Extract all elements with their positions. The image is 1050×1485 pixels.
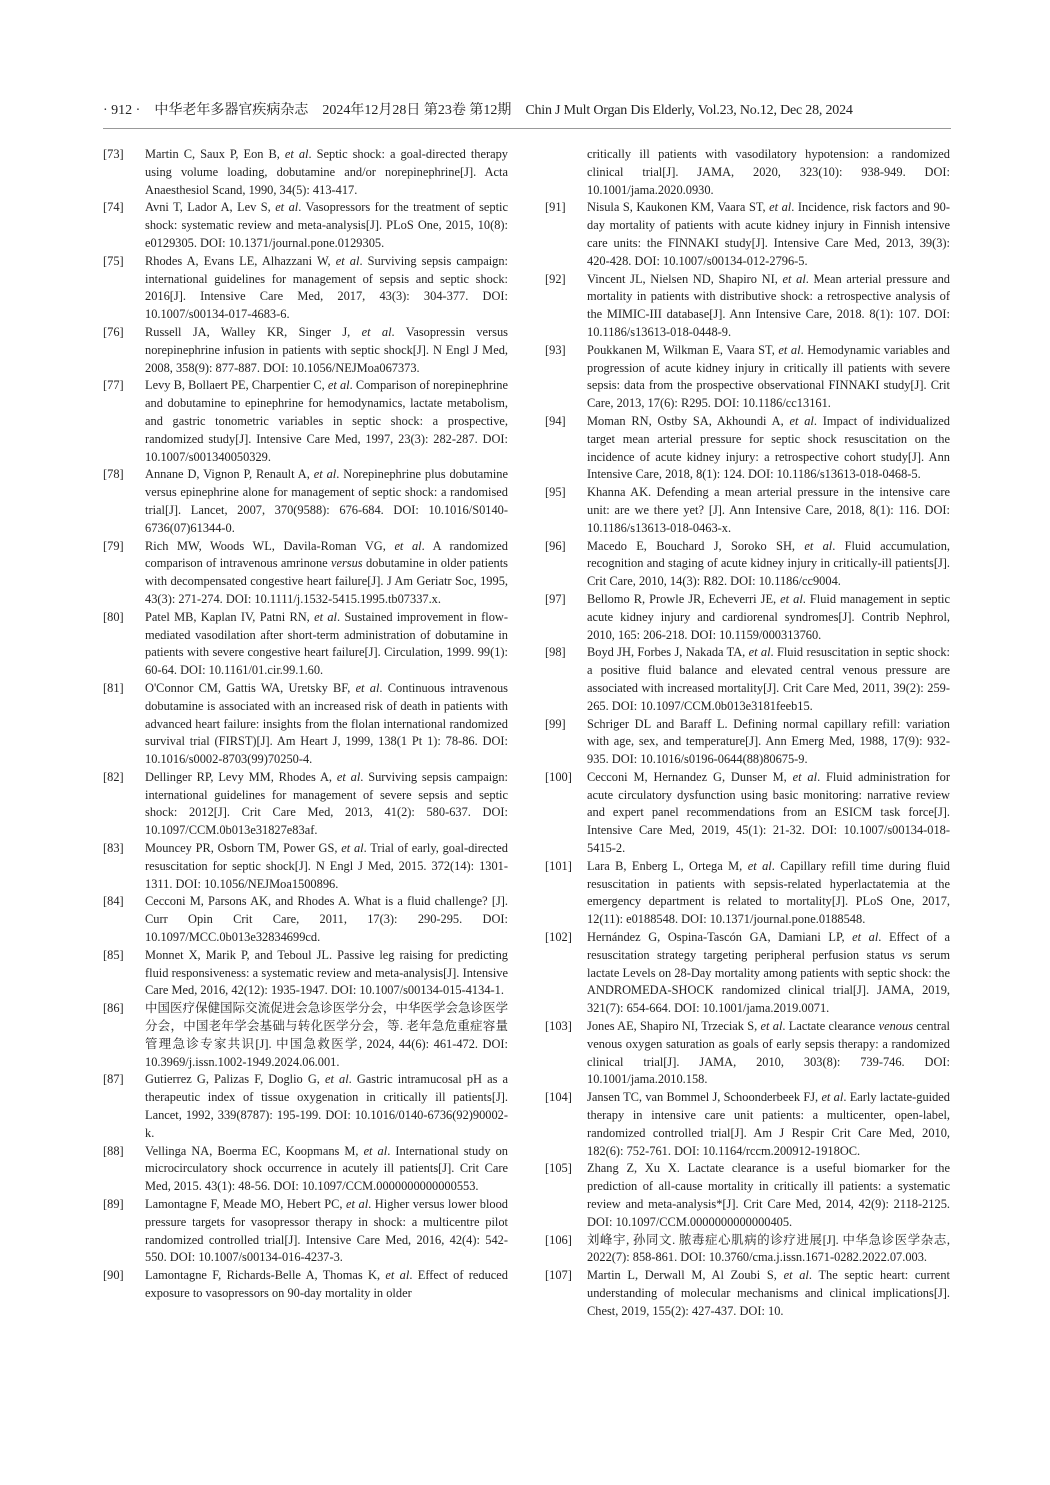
reference-item — [103, 253, 508, 324]
reference-number: [100] — [545, 769, 572, 784]
reference-segment: . Impact of individualized target mean arterial pressure for septic shock resuscitation on the incidence of acute kidney injury: a retrospective cohort study[J]. Ann Intensive Care, 2018, 8(1): 124. DOI: 10.1186/s13613-018-0468-5. — [587, 413, 950, 482]
reference-text — [145, 680, 508, 769]
reference-item — [103, 1071, 508, 1142]
reference-segment: . Effect of a resuscitation strategy targeting peripheral perfusion status — [587, 930, 950, 962]
reference-item — [103, 146, 508, 199]
reference-segment: . Surviving sepsis campaign: international guidelines for management of severe sepsis and septic shock: 2012[J]. Crit Care Med, 2013, 41(2): 580-637. DOI: 10.1097/CCM.0b013e31827e83af. — [145, 769, 508, 838]
reference-number: [105] — [545, 1161, 572, 1176]
reference-italic: et al — [780, 591, 803, 606]
reference-italic: et al — [346, 1197, 369, 1212]
reference-number: [107] — [545, 1268, 572, 1283]
reference-text — [587, 271, 950, 342]
reference-text — [145, 538, 508, 609]
reference-item — [103, 840, 508, 893]
reference-column-right — [545, 146, 950, 1321]
reference-segment: serum lactate Levels on 28-Day mortality among patients with septic shock: the ANDROMEDA-SHOCK randomized clinical trial[J]. JAMA, 2019, 321(7): 654-664. DOI: 10.1001/jama.2019.0071. — [587, 947, 950, 1016]
reference-number: [86] — [103, 1001, 124, 1016]
reference-italic: et al — [769, 200, 792, 215]
reference-italic: et al — [324, 1072, 349, 1087]
reference-item — [103, 680, 508, 769]
reference-number: [99] — [545, 716, 566, 731]
reference-segment: Cecconi M, Parsons AK, and Rhodes A. What is a fluid challenge? [J]. Curr Opin Crit Care, 2011, 17(3): 290-295. DOI: 10.1097/MCC.0b013e32834699cd. — [145, 894, 508, 945]
reference-item — [545, 484, 950, 537]
reference-segment: Macedo E, Bouchard J, Soroko SH, — [587, 538, 805, 553]
reference-italic: versus — [330, 556, 363, 571]
reference-item — [545, 1089, 950, 1160]
reference-segment: Monnet X, Marik P, and Teboul JL. Passive leg raising for predicting fluid responsiveness: a systematic review and meta-analysis[J]. Intensive Care Med, 2016, 42(12): 1935-1947. DOI: 10.1007/s00134-015-4134-1. — [145, 947, 508, 998]
reference-segment: Boyd JH, Forbes J, Nakada TA, — [587, 645, 749, 660]
reference-text — [587, 716, 950, 769]
reference-segment: . Fluid accumulation, recognition and staging of acute kidney injury in critically-ill patients[J]. Crit Care, 2010, 14(3): R82. DOI: 10.1186/cc9004. — [587, 538, 950, 589]
reference-number: [97] — [545, 591, 566, 606]
reference-text — [145, 1267, 508, 1303]
reference-italic: et al — [361, 324, 392, 339]
reference-segment: 刘峰宇, 孙同文. 脓毒症心肌病的诊疗进展[J]. 中华急诊医学杂志, 2022(7): 858-861. DOI: 10.3760/cma.j.issn.1671-0282.2022.07.003. — [587, 1232, 950, 1265]
reference-item — [103, 324, 508, 377]
reference-number: [90] — [103, 1268, 124, 1283]
reference-number: [83] — [103, 841, 124, 856]
reference-number: [87] — [103, 1072, 124, 1087]
reference-italic: et al — [336, 769, 361, 784]
reference-text — [587, 929, 950, 1018]
reference-text — [587, 146, 950, 199]
issue-date-cn: 2024年12月28日 第23卷 第12期 — [322, 103, 512, 118]
reference-text — [587, 1267, 950, 1320]
reference-segment: Martin L, Derwall M, Al Zoubi S, — [587, 1268, 784, 1283]
reference-number: [103] — [545, 1019, 572, 1034]
reference-segment: . Early lactate-guided therapy in intensive care unit patients: a multicenter, open-label, randomized controlled trial[J]. Am J Respir Crit Care Med, 2010, 182(6): 752-761. DOI: 10.1164/rccm.200912-1918OC. — [587, 1090, 950, 1158]
reference-segment: Bellomo R, Prowle JR, Echeverri JE, — [587, 591, 781, 606]
reference-item — [545, 858, 950, 929]
reference-item — [545, 1160, 950, 1231]
reference-segment: dobutamine in older patients with decompensated congestive heart failure[J]. J Am Geriatr Soc, 1995, 43(3): 271-274. DOI: 10.1111/j.1532-5415.1995.tb07337.x. — [145, 556, 509, 606]
reference-segment: Cecconi M, Hernandez G, Dunser M, — [587, 769, 793, 784]
reference-number: [91] — [545, 200, 566, 215]
reference-item — [103, 947, 508, 1000]
reference-segment: Russell JA, Walley KR, Singer J, — [145, 324, 362, 339]
reference-number: [84] — [103, 894, 124, 909]
reference-segment: . Vasopressors for the treatment of septic shock: systematic review and meta-analysis[J]. PLoS One, 2015, 10(8): e0129305. DOI: 10.1371/journal.pone.0129305. — [145, 200, 508, 250]
reference-text — [145, 1143, 508, 1196]
reference-text — [145, 769, 508, 840]
reference-number: [73] — [103, 147, 124, 161]
reference-item — [545, 342, 950, 413]
reference-number: [81] — [103, 680, 124, 695]
reference-segment: Hernández G, Ospina-Tascón GA, Damiani LP, — [587, 930, 853, 945]
reference-italic: et al — [783, 1268, 809, 1283]
reference-number: [77] — [103, 378, 124, 393]
reference-text — [145, 466, 508, 537]
journal-name-cn: 中华老年多器官疾病杂志 — [154, 103, 309, 118]
reference-text — [145, 1196, 508, 1267]
reference-continued — [545, 146, 950, 199]
reference-segment: . Lactate clearance — [782, 1019, 879, 1034]
reference-segment: . Continuous intravenous dobutamine is associated with an increased risk of death in patients with advanced heart failure: insights from the flolan international randomized survival trial (FIRST)[J]. Am Heart J, 1999, 138(1 Pt 1): 78-86. DOI: 10.1016/s0002-8703(99)70250-4. — [145, 680, 509, 767]
reference-item — [103, 1000, 508, 1071]
reference-segment: Zhang Z, Xu X. Lactate clearance is a useful biomarker for the prediction of all-cause mortality in critically ill patients: a systematic review and meta-analysis*[J]. Crit Care Med, 2014, 42(9): 2118-2125. DOI: 10.1097/CCM.0000000000000405. — [587, 1161, 950, 1229]
reference-segment: Jansen TC, van Bommel J, Schoonderbeek FJ, — [587, 1090, 822, 1105]
reference-italic: vs — [902, 947, 913, 962]
reference-segment: . Fluid management in septic acute kidney injury and cardiorenal syndromes[J]. Contrib Nephrol, 2010, 165: 206-218. DOI: 10.1159/000313760. — [587, 591, 950, 642]
reference-italic: et al — [782, 271, 806, 286]
reference-italic: et al — [335, 253, 360, 268]
reference-segment: Lamontagne F, Richards-Belle A, Thomas K, — [145, 1268, 386, 1283]
reference-segment: . Fluid administration for acute circulatory dysfunction using basic monitoring: narrative review and expert panel recommendations from an ESICM task force[J]. Intensive Care Med, 2019, 45(1): 21-32. DOI: 10.1007/s00134-018-5415-2. — [587, 769, 950, 856]
reference-text — [145, 840, 508, 893]
reference-item — [103, 1143, 508, 1196]
reference-segment: . Sustained improvement in flow-mediated vasodilation after short-term administration of dobutamine in patients with severe congestive heart failure[J]. Circulation, 1999. 99(1): 60-64. DOI: 10.1161/01.cir.99.1.60. — [145, 609, 508, 678]
reference-number: [106] — [545, 1232, 572, 1247]
running-header — [103, 99, 951, 119]
reference-segment: Avni T, Lador A, Lev S, — [145, 200, 276, 215]
reference-segment: central venous oxygen saturation as goals of early sepsis therapy: a randomized clinical trial[J]. JAMA, 2010, 303(8): 739-746. DOI: 10.1001/jama.2010.158. — [587, 1019, 951, 1087]
reference-number: [102] — [545, 930, 572, 945]
reference-number: [88] — [103, 1143, 124, 1158]
reference-segment: Schriger DL and Baraff L. Defining normal capillary refill: variation with age, sex, and temperature[J]. Ann Emerg Med, 1988, 17(9): 932-935. DOI: 10.1016/s0196-0644(88)80675-9. — [587, 716, 950, 767]
reference-italic: et al — [789, 413, 814, 428]
reference-segment: . A randomized comparison of intravenous amrinone — [145, 538, 508, 571]
reference-italic: venous — [878, 1019, 914, 1034]
reference-text — [145, 146, 508, 199]
reference-text — [145, 609, 508, 680]
reference-number: [82] — [103, 769, 124, 784]
reference-number: [94] — [545, 413, 566, 428]
reference-number: [85] — [103, 947, 124, 962]
reference-item — [545, 538, 950, 591]
reference-number: [96] — [545, 538, 566, 553]
journal-name-en: Chin J Mult Organ Dis Elderly, Vol.23, No.12, Dec 28, 2024 — [525, 103, 853, 118]
reference-text — [587, 858, 950, 929]
reference-number: [93] — [545, 342, 566, 357]
reference-text — [587, 769, 950, 858]
reference-item — [103, 1196, 508, 1267]
reference-item — [103, 377, 508, 466]
reference-segment: . International study on microcirculatory shock occurrence in acutely ill patients[J]. Crit Care Med, 2015. 43(1): 48-56. DOI: 10.1097/CCM.0000000000000553. — [145, 1143, 508, 1194]
reference-segment: 中国医疗保健国际交流促进会急诊医学分会，中华医学会急诊医学分会，中国老年学会基础与转化医学分会，等. 老年急危重症容量管理急诊专家共识[J]. 中国急救医学, 2024, 44(6): 461-472. DOI: 10.3969/j.issn.1002-1949.2024.06.001. — [145, 1001, 508, 1069]
reference-text — [587, 1232, 950, 1268]
reference-item — [545, 199, 950, 270]
reference-segment: Vincent JL, Nielsen ND, Shapiro NI, — [587, 271, 783, 286]
reference-segment: . Comparison of norepinephrine and dobutamine to epinephrine for hemodynamics, lactate metabolism, and gastric tonometric variables in septic shock: a prospective, randomized study[J]. Intensive Care Med, 1997, 23(3): 282-287. DOI: 10.1007/s001340050329. — [145, 378, 508, 464]
reference-segment: Levy B, Bollaert PE, Charpentier C, — [145, 378, 328, 393]
reference-text — [587, 413, 950, 484]
reference-segment: Patel MB, Kaplan IV, Patni RN, — [145, 609, 315, 624]
reference-text — [145, 199, 508, 252]
reference-item — [103, 893, 508, 946]
reference-segment: Khanna AK. Defending a mean arterial pressure in the intensive care unit: are we there yet? [J]. Ann Intensive Care, 2018, 8(1): 116. DOI: 10.1186/s13613-018-0463-x. — [587, 485, 950, 535]
reference-number: [101] — [545, 858, 572, 873]
reference-text — [587, 1089, 950, 1160]
reference-segment: Jones AE, Shapiro NI, Trzeciak S, — [587, 1019, 761, 1034]
reference-italic: et al — [760, 1019, 783, 1034]
reference-item — [103, 199, 508, 252]
reference-text — [145, 377, 508, 466]
reference-number: [104] — [545, 1090, 572, 1105]
reference-segment: . Gastric intramucosal pH as a therapeutic index of tissue oxygenation in critically ill patients[J]. Lancet, 1992, 339(8787): 195-199. DOI: 10.1016/0140-6736(92)90002-k. — [145, 1072, 508, 1140]
reference-segment: . Incidence, risk factors and 90-day mortality of patients with acute kidney injury in Finnish intensive care units: the FINNAKI study[J]. Intensive Care Med, 2013, 39(3): 420-428. DOI: 10.1007/s00134-012-2796-5. — [587, 200, 950, 268]
reference-text — [145, 1000, 508, 1071]
reference-number: [79] — [103, 538, 124, 553]
reference-text — [145, 253, 508, 324]
reference-text — [145, 1071, 508, 1142]
reference-italic: et al — [284, 147, 309, 161]
reference-italic: et al — [792, 769, 818, 784]
reference-text — [145, 947, 508, 1000]
reference-italic: et al — [394, 538, 422, 553]
reference-segment: Poukkanen M, Wilkman E, Vaara ST, — [587, 342, 779, 357]
reference-italic: et al — [778, 342, 801, 357]
reference-segment: . Effect of reduced exposure to vasopressors on 90-day mortality in older — [145, 1268, 508, 1300]
reference-number: [78] — [103, 467, 124, 482]
reference-italic: et al — [327, 378, 350, 393]
reference-number: [98] — [545, 645, 566, 660]
reference-italic: et al — [355, 680, 380, 695]
reference-segment: O'Connor CM, Gattis WA, Uretsky BF, — [145, 680, 356, 695]
reference-number: [95] — [545, 485, 566, 500]
reference-item — [103, 466, 508, 537]
reference-text — [587, 342, 950, 413]
reference-segment: Annane D, Vignon P, Renault A, — [145, 467, 314, 482]
reference-segment: . Septic shock: a goal-directed therapy using volume loading, dobutamine and/or norepinephrine[J]. Acta Anaesthesiol Scand, 1990, 34(5): 413-417. — [145, 147, 509, 197]
reference-segment: Moman RN, Ostby SA, Akhoundi A, — [587, 413, 790, 428]
reference-number: [89] — [103, 1197, 124, 1212]
reference-column-left — [103, 146, 508, 1303]
reference-item — [545, 644, 950, 715]
reference-text — [587, 484, 950, 537]
reference-segment: Dellinger RP, Levy MM, Rhodes A, — [145, 769, 337, 784]
reference-text — [587, 644, 950, 715]
reference-italic: et al — [852, 930, 879, 945]
reference-item — [545, 716, 950, 769]
reference-italic: et al — [314, 609, 337, 624]
reference-item — [545, 769, 950, 858]
reference-segment: Gutierrez G, Palizas F, Doglio G, — [145, 1072, 325, 1087]
reference-item — [545, 591, 950, 644]
reference-segment: Martin C, Saux P, Eon B, — [145, 147, 285, 161]
reference-segment: . Norepinephrine plus dobutamine versus epinephrine alone for management of septic shock: a randomised trial[J]. Lancet, 2007, 370(9588): 676-684. DOI: 10.1016/S0140-6736(07)61344-0. — [145, 467, 508, 535]
page-number: · 912 · — [103, 103, 141, 118]
reference-text — [587, 591, 950, 644]
reference-segment: Rhodes A, Evans LE, Alhazzani W, — [145, 253, 336, 268]
reference-segment: . Vasopressin versus norepinephrine infusion in patients with septic shock[J]. N Engl J Med, 2008, 358(9): 877-887. DOI: 10.1056/NEJMoa067373. — [145, 324, 508, 375]
reference-segment: . Fluid resuscitation in septic shock: a positive fluid balance and elevated central venous pressure are associated with increased mortality[J]. Crit Care Med, 2011, 39(2): 259-265. DOI: 10.1097/CCM.0b013e3181feeb15. — [587, 645, 950, 713]
reference-italic: et al — [747, 858, 772, 873]
reference-number: [80] — [103, 609, 124, 624]
reference-item — [103, 1267, 508, 1303]
reference-segment: Lara B, Enberg L, Ortega M, — [587, 858, 748, 873]
reference-item — [103, 538, 508, 609]
reference-segment: Vellinga NA, Boerma EC, Koopmans M, — [145, 1143, 364, 1158]
reference-segment: . Higher versus lower blood pressure targets for vasopressor therapy in shock: a multicentre pilot randomized controlled trial[J]. Intensive Care Med, 2016, 42(4): 542-550. DOI: 10.1007/s00134-016-4237-3. — [145, 1197, 508, 1265]
reference-segment: Lamontagne F, Meade MO, Hebert PC, — [145, 1197, 347, 1212]
reference-item — [545, 271, 950, 342]
reference-item — [545, 1267, 950, 1320]
reference-item — [545, 929, 950, 1018]
reference-item — [103, 609, 508, 680]
reference-number: [76] — [103, 324, 124, 339]
reference-segment: Mouncey PR, Osborn TM, Power GS, — [145, 841, 342, 856]
reference-text — [587, 199, 950, 270]
reference-text — [587, 1018, 950, 1089]
reference-text — [587, 538, 950, 591]
reference-text — [145, 893, 508, 946]
reference-italic: et al — [804, 538, 833, 553]
reference-segment: . Mean arterial pressure and mortality in patients with distributive shock: a retrospective analysis of the MIMIC-III database[J]. Ann Intensive Care, 2018. 8(1): 107. DOI: 10.1186/s13613-018-0448-9. — [587, 271, 950, 339]
reference-item — [545, 413, 950, 484]
reference-item — [545, 1018, 950, 1089]
reference-italic: et al — [341, 841, 364, 856]
header-rule — [103, 128, 951, 129]
reference-segment: . Surviving sepsis campaign: international guidelines for management of sepsis and septic shock: 2016[J]. Intensive Care Med, 2017, 43(3): 304-377. DOI: 10.1007/s00134-017-4683-6. — [145, 253, 508, 322]
reference-number: [92] — [545, 271, 566, 286]
reference-segment: . Trial of early, goal-directed resuscitation for septic shock[J]. N Engl J Med, 2015. 372(14): 1301-1311. DOI: 10.1056/NEJMoa1500896. — [145, 841, 508, 891]
reference-italic: et al — [313, 467, 337, 482]
reference-segment: . Hemodynamic variables and progression of acute kidney injury in critically ill patients with severe sepsis: data from the prospective observational FINNAKI study[J]. Crit Care, 2013, 17(6): R295. DOI: 10.1186/cc13161. — [587, 342, 950, 411]
reference-text — [145, 324, 508, 377]
reference-text — [587, 1160, 950, 1231]
reference-number: [75] — [103, 253, 124, 268]
reference-item — [545, 1232, 950, 1268]
reference-segment: . The septic heart: current understanding of molecular mechanisms and clinical implications[J]. Chest, 2019, 155(2): 427-437. DOI: 10. — [587, 1268, 950, 1318]
reference-italic: et al — [275, 200, 299, 215]
reference-italic: et al — [363, 1143, 388, 1158]
reference-italic: et al — [385, 1268, 410, 1283]
reference-italic: et al — [821, 1090, 844, 1105]
reference-italic: et al — [748, 645, 771, 660]
reference-item — [103, 769, 508, 840]
reference-number: [74] — [103, 200, 124, 215]
reference-segment: Nisula S, Kaukonen KM, Vaara ST, — [587, 200, 770, 215]
reference-segment: Rich MW, Woods WL, Davila-Roman VG, — [145, 538, 395, 553]
reference-segment: . Capillary refill time during fluid resuscitation in patients with sepsis-related hyperlactatemia at the emergency department is related to mortality[J]. PLoS One, 2017, 12(11): e0188548. DOI: 10.1371/journal.pone.0188548. — [587, 858, 950, 927]
reference-segment: critically ill patients with vasodilatory hypotension: a randomized clinical trial[J]. JAMA, 2020, 323(10): 938-949. DOI: 10.1001/jama.2020.0930. — [587, 147, 950, 197]
